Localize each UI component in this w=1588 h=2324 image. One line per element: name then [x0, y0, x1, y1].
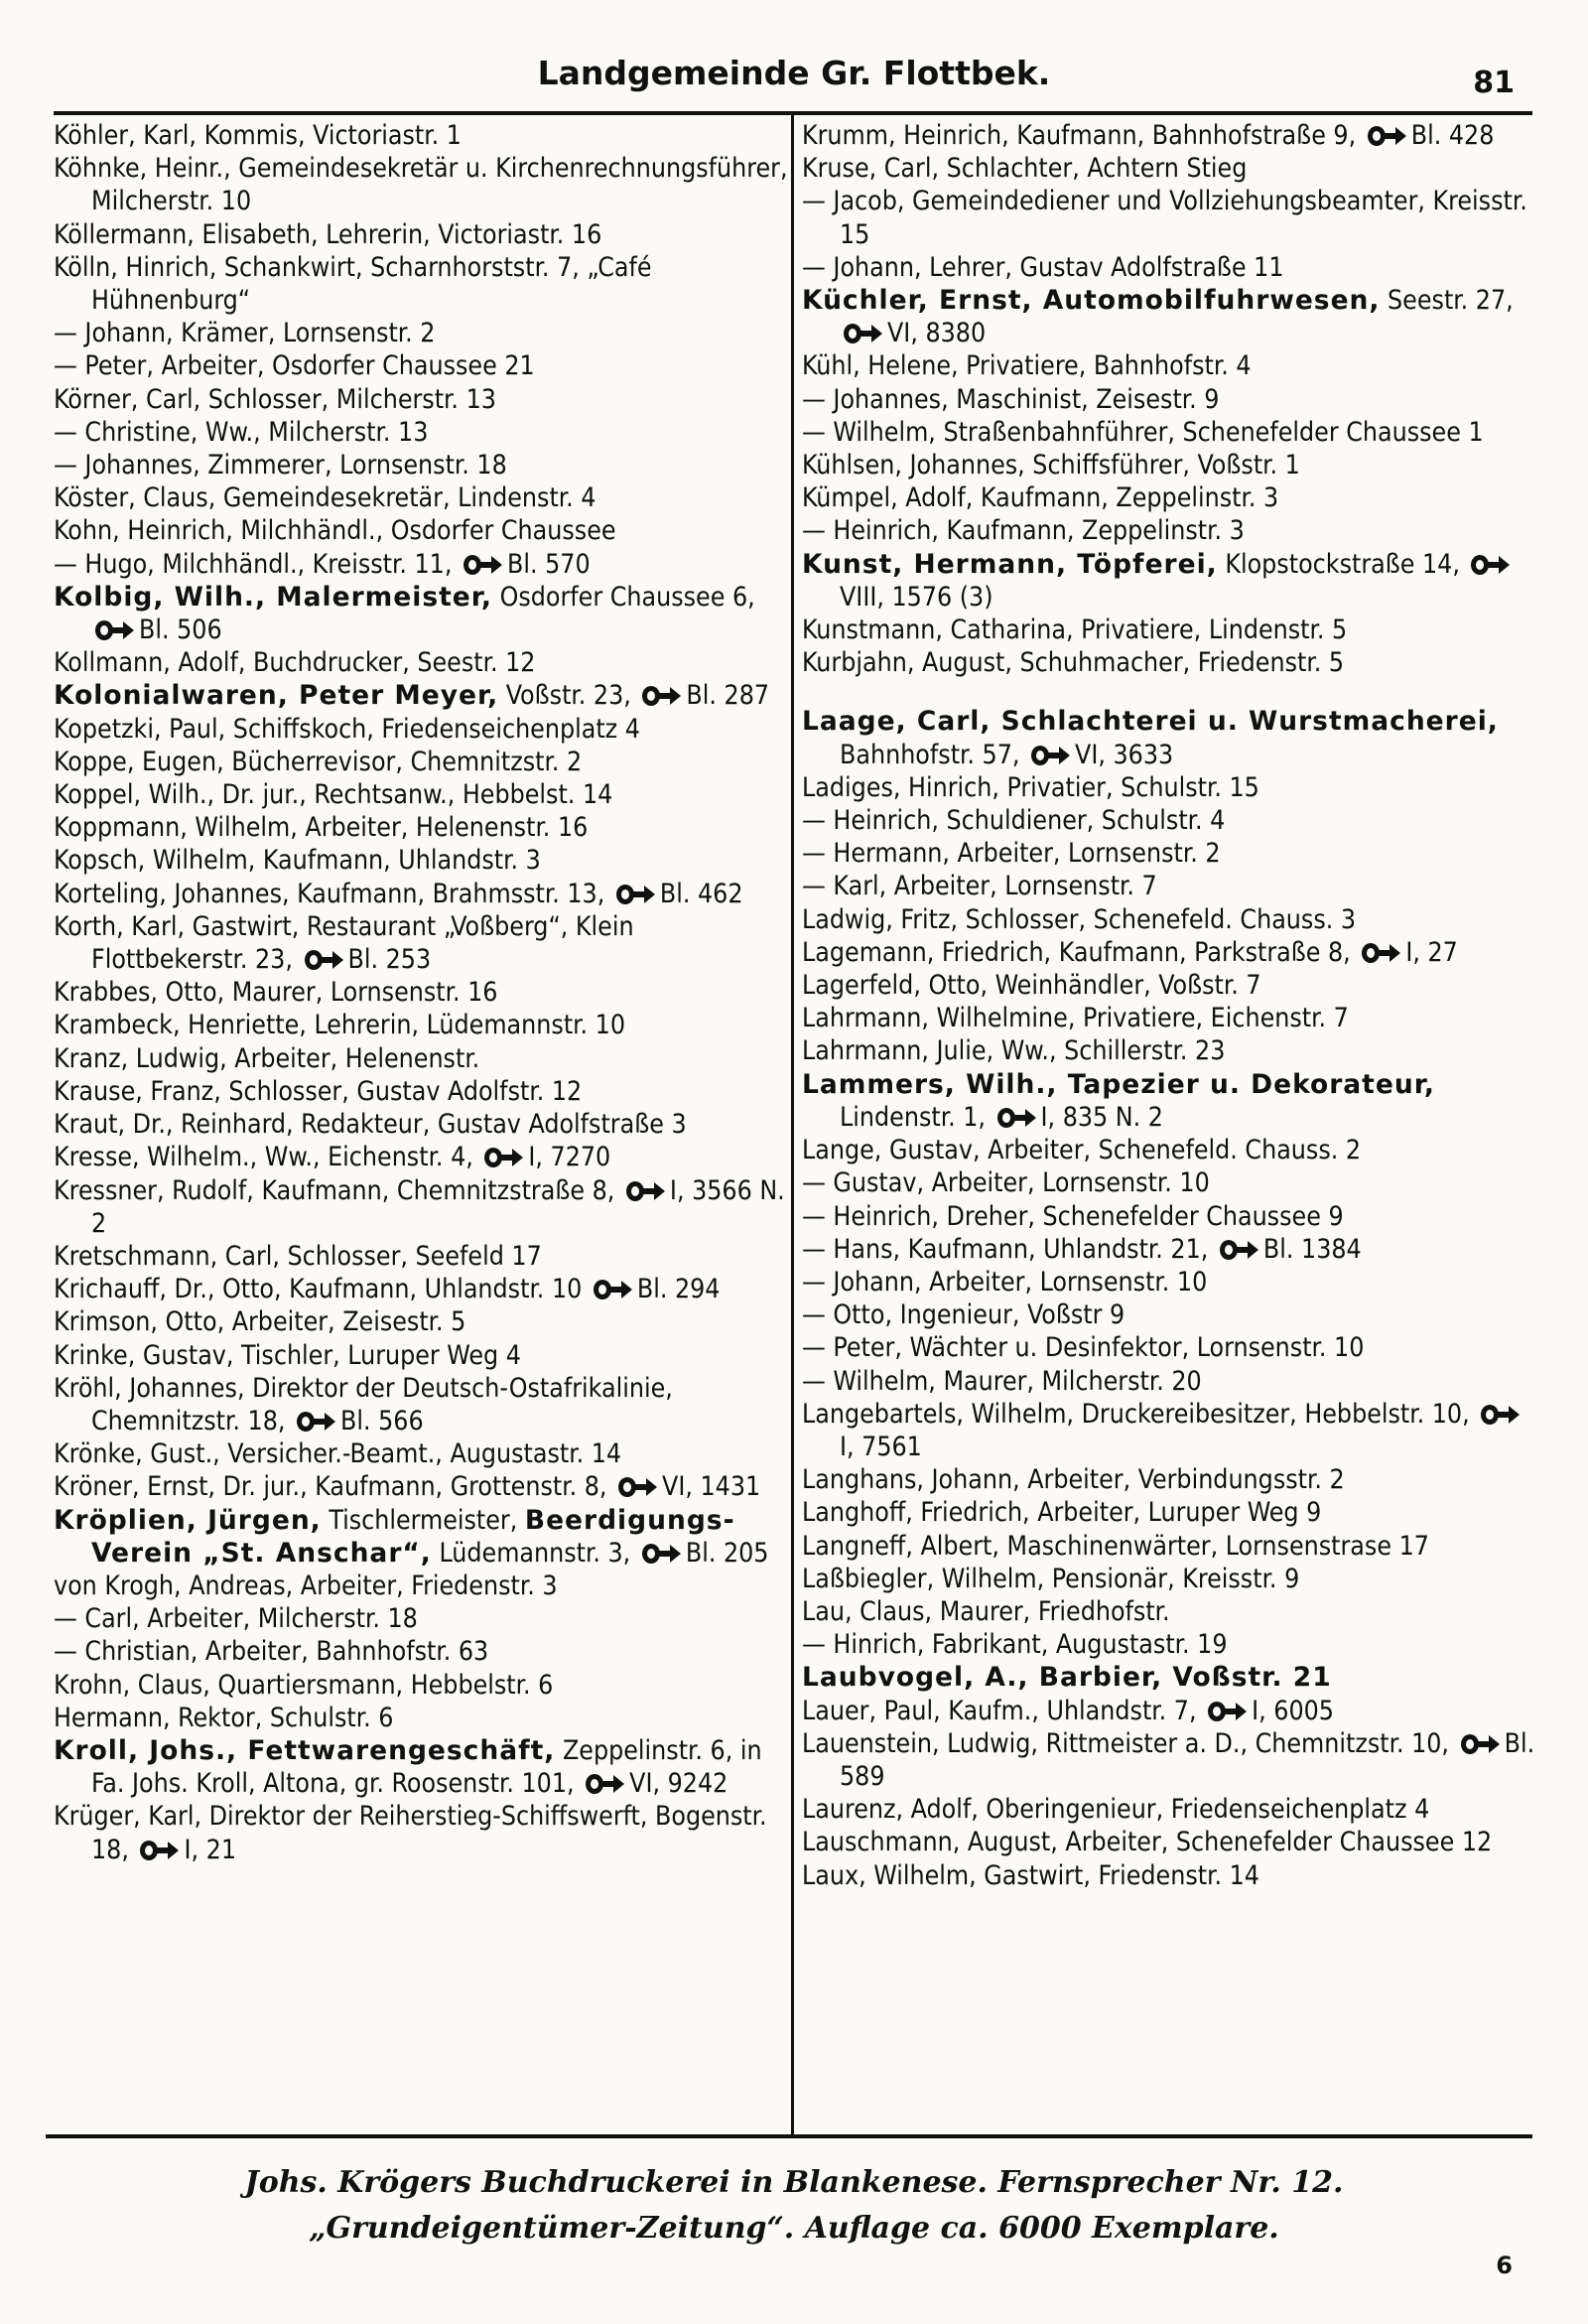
directory-entry	[54, 1372, 788, 1437]
entry-text: Laux, Wilhelm, Gastwirt, Friedenstr. 14	[802, 1859, 1259, 1891]
entry-bold-name: Lammers, Wilh., Tapezier u. Dekorateur,	[802, 1068, 1435, 1100]
directory-entry	[802, 1266, 1536, 1299]
left-column	[54, 119, 788, 1866]
entry-text: Tischlermeister,	[329, 1504, 518, 1536]
directory-entry	[802, 548, 1536, 614]
telephone-receiver-icon	[1029, 744, 1071, 767]
directory-entry	[54, 976, 788, 1009]
entry-bold-name: Kroll, Johs., Fettwarengeschäft,	[54, 1734, 556, 1766]
corner-mark: 6	[1496, 2252, 1513, 2279]
entry-text: Klopstockstraße 14,	[1225, 548, 1460, 580]
phone-number: VI, 9242	[629, 1768, 728, 1800]
phone-number: Bl. 294	[636, 1274, 721, 1305]
directory-entry	[802, 1068, 1536, 1134]
entry-text: Krinke, Gustav, Tischler, Luruper Weg 4	[54, 1339, 521, 1371]
directory-entry	[54, 1437, 788, 1470]
entry-text: Osdorfer Chaussee 6,	[499, 581, 755, 613]
entry-text: Krumm, Heinrich, Kaufmann, Bahnhofstraße 9,	[802, 120, 1357, 151]
phone-number: Bl. 428	[1410, 120, 1495, 151]
directory-entry	[54, 1800, 788, 1865]
phone-number: Bl. 566	[340, 1405, 424, 1436]
directory-entry	[802, 1826, 1536, 1858]
entry-text: Krönke, Gust., Versicher.-Beamt., Augustastr. 14	[54, 1438, 622, 1470]
phone-number: VI, 8380	[887, 318, 987, 349]
entry-text: Zeppelinstr. 6, in Fa. Johs. Kroll, Altona, gr. Roosenstr. 101,	[91, 1734, 762, 1800]
telephone-receiver-icon	[295, 1410, 336, 1434]
entry-text: — Johann, Lehrer, Gustav Adolfstraße 11	[802, 251, 1284, 283]
entry-text: — Wilhelm, Maurer, Milcherstr. 20	[802, 1365, 1202, 1397]
directory-entry	[802, 1661, 1536, 1694]
entry-text: Langhoff, Friedrich, Arbeiter, Luruper Weg 9	[802, 1497, 1322, 1529]
entry-text: Kümpel, Adolf, Kaufmann, Zeppelinstr. 3	[802, 482, 1279, 514]
phone-number: I, 7270	[528, 1142, 611, 1173]
phone-number: Bl. 287	[686, 680, 770, 712]
phone-number: Bl. 462	[659, 878, 743, 909]
entry-text: — Johannes, Zimmerer, Lornsenstr. 18	[54, 450, 507, 481]
directory-entry	[802, 119, 1536, 152]
entry-text: Lau, Claus, Maurer, Friedhofstr.	[802, 1595, 1170, 1627]
directory-entry	[802, 1331, 1536, 1364]
directory-entry	[54, 349, 788, 382]
entry-text: — Heinrich, Kaufmann, Zeppelinstr. 3	[802, 515, 1245, 547]
directory-entry	[54, 581, 788, 646]
directory-entry	[54, 1702, 788, 1734]
entry-text: Korteling, Johannes, Kaufmann, Brahmsstr. 13,	[54, 878, 605, 909]
directory-entry	[802, 416, 1536, 449]
entry-text: Kunstmann, Catharina, Privatiere, Lindenstr. 5	[802, 615, 1348, 646]
directory-entry	[54, 119, 788, 152]
directory-entry	[54, 1174, 788, 1240]
entry-text: Ladiges, Hinrich, Privatier, Schulstr. 15	[802, 771, 1259, 803]
entry-text: Köllermann, Elisabeth, Lehrerin, Victoriastr. 16	[54, 218, 602, 250]
directory-entry	[54, 1042, 788, 1075]
footer-line-1: Johs. Krögers Buchdruckerei in Blankenese. Fernsprecher Nr. 12.	[244, 2165, 1344, 2200]
directory-entry	[802, 646, 1536, 679]
entry-text: Kretschmann, Carl, Schlosser, Seefeld 17	[54, 1240, 542, 1272]
directory-entry	[802, 1002, 1536, 1034]
entry-text: Koppel, Wilh., Dr. jur., Rechtsanw., Hebbelst. 14	[54, 779, 613, 811]
entry-text: Krabbes, Otto, Maurer, Lornsenstr. 16	[54, 977, 498, 1009]
phone-number: I, 3566 N. 2	[91, 1174, 785, 1239]
entry-text: — Johann, Krämer, Lornsenstr. 2	[54, 318, 436, 349]
entry-text: — Heinrich, Dreher, Schenefelder Chaussee 9	[802, 1200, 1344, 1232]
entry-text: Kölln, Hinrich, Schankwirt, Scharnhorststr. 7, „Café Hühnenburg“	[54, 251, 652, 317]
entry-text: Koppmann, Wilhelm, Arbeiter, Helenenstr. 16	[54, 812, 589, 844]
directory-entry	[54, 1305, 788, 1338]
directory-entry	[54, 449, 788, 481]
entry-text: Langneff, Albert, Maschinenwärter, Lornsenstrase 17	[802, 1530, 1429, 1562]
telephone-receiver-icon	[1479, 1403, 1521, 1427]
phone-number: I, 7561	[840, 1431, 922, 1462]
directory-entry	[802, 1793, 1536, 1826]
directory-entry	[54, 1273, 788, 1305]
directory-entry	[802, 1695, 1536, 1727]
telephone-receiver-icon	[592, 1278, 633, 1301]
column-divider	[791, 115, 794, 2135]
entry-text: — Peter, Wächter u. Desinfektor, Lornsenstr. 10	[802, 1332, 1365, 1364]
entry-text: — Karl, Arbeiter, Lornsenstr. 7	[802, 871, 1157, 902]
entry-text: Voßstr. 23,	[505, 680, 631, 712]
page-number: 81	[1473, 66, 1515, 100]
directory-entry	[802, 1166, 1536, 1199]
directory-entry	[54, 514, 788, 547]
directory-entry	[54, 1339, 788, 1372]
directory-entry	[802, 514, 1536, 547]
entry-bold-name: Kröplien, Jürgen,	[54, 1504, 322, 1536]
entry-text: — Christian, Arbeiter, Bahnhofstr. 63	[54, 1636, 489, 1668]
telephone-receiver-icon	[614, 883, 656, 906]
phone-number: I, 27	[1405, 936, 1458, 968]
directory-entry	[54, 1141, 788, 1173]
directory-entry	[54, 713, 788, 746]
entry-text: Lindenstr. 1,	[840, 1101, 986, 1133]
directory-entry	[54, 746, 788, 778]
entry-text: Krichauff, Dr., Otto, Kaufmann, Uhlandstr. 10	[54, 1274, 583, 1305]
entry-text: Lauer, Paul, Kaufm., Uhlandstr. 7,	[802, 1695, 1197, 1726]
directory-entry	[54, 679, 788, 712]
telephone-receiver-icon	[616, 1475, 658, 1499]
entry-text: — Hugo, Milchhändl., Kreisstr. 11,	[54, 548, 453, 580]
entry-text: — Wilhelm, Straßenbahnführer, Schenefelder Chaussee 1	[802, 416, 1484, 448]
entry-text: Kraut, Dr., Reinhard, Redakteur, Gustav Adolfstraße 3	[54, 1109, 687, 1141]
telephone-receiver-icon	[1469, 553, 1511, 577]
phone-number: Bl. 1384	[1262, 1233, 1362, 1265]
directory-entry	[54, 218, 788, 251]
directory-entry	[54, 1470, 788, 1503]
entry-text: Ladwig, Fritz, Schlosser, Schenefeld. Chauss. 3	[802, 903, 1357, 935]
directory-entry	[54, 1570, 788, 1602]
directory-entry	[802, 185, 1536, 250]
entry-text: Krause, Franz, Schlosser, Gustav Adolfstr. 12	[54, 1075, 583, 1107]
entry-text: — Heinrich, Schuldiener, Schulstr. 4	[802, 805, 1226, 837]
entry-bold-name: Kolonialwaren, Peter Meyer,	[54, 680, 499, 712]
entry-text: Kruse, Carl, Schlachter, Achtern Stieg	[802, 153, 1248, 185]
directory-entry	[54, 1108, 788, 1141]
entry-text: Lagemann, Friedrich, Kaufmann, Parkstraße 8,	[802, 936, 1351, 968]
entry-text: Krambeck, Henriette, Lehrerin, Lüdemannstr. 10	[54, 1010, 625, 1041]
entry-text: — Hans, Kaufmann, Uhlandstr. 21,	[802, 1233, 1209, 1265]
telephone-receiver-icon	[584, 1772, 625, 1796]
telephone-receiver-icon	[1366, 124, 1407, 148]
directory-entry	[802, 1463, 1536, 1496]
right-column	[802, 119, 1536, 1892]
phone-number: Bl. 205	[685, 1537, 769, 1569]
directory-entry	[802, 870, 1536, 902]
phone-number: VIII, 1576 (3)	[840, 581, 993, 613]
phone-number: I, 6005	[1252, 1695, 1334, 1726]
page-header	[56, 48, 1532, 107]
directory-entry	[802, 1034, 1536, 1067]
directory-entry	[802, 383, 1536, 416]
directory-entry	[54, 910, 788, 976]
directory-entry	[54, 646, 788, 679]
entry-bold-name: Beerdigungs-Verein „St. Anschar“,	[91, 1504, 735, 1569]
telephone-receiver-icon	[842, 322, 883, 345]
directory-entry	[802, 1727, 1536, 1793]
directory-entry	[802, 284, 1536, 349]
phone-number: Bl. 253	[347, 944, 432, 976]
entry-text: — Otto, Ingenieur, Voßstr 9	[802, 1299, 1125, 1331]
entry-text: Lauschmann, August, Arbeiter, Schenefelder Chaussee 12	[802, 1827, 1493, 1858]
entry-text: Lagerfeld, Otto, Weinhändler, Voßstr. 7	[802, 970, 1261, 1002]
entry-text: — Carl, Arbeiter, Milcherstr. 18	[54, 1603, 418, 1635]
directory-entry	[54, 1009, 788, 1041]
directory-entry	[54, 1734, 788, 1800]
directory-entry	[54, 1504, 788, 1570]
entry-text: Kressner, Rudolf, Kaufmann, Chemnitzstraße 8,	[54, 1174, 615, 1206]
phone-number: Bl. 589	[840, 1727, 1535, 1792]
directory-entry	[54, 416, 788, 449]
directory-entry	[802, 1200, 1536, 1233]
entry-text: Kühlsen, Johannes, Schiffsführer, Voßstr. 1	[802, 450, 1300, 481]
entry-text: Kranz, Ludwig, Arbeiter, Helenenstr.	[54, 1042, 480, 1074]
page-title: Landgemeinde Gr. Flottbek.	[537, 54, 1051, 92]
telephone-receiver-icon	[1459, 1732, 1501, 1756]
entry-text: Köhnke, Heinr., Gemeindesekretär u. Kirchenrechnungsführer, Milcherstr. 10	[54, 153, 788, 217]
entry-text: — Johannes, Maschinist, Zeisestr. 9	[802, 383, 1220, 415]
entry-text: Krohn, Claus, Quartiersmann, Hebbelstr. 6	[54, 1669, 554, 1701]
directory-entry	[802, 1365, 1536, 1398]
entry-text: Kopetzki, Paul, Schiffskoch, Friedenseichenplatz 4	[54, 713, 640, 745]
entry-text: Koppe, Eugen, Bücherrevisor, Chemnitzstr. 2	[54, 746, 583, 777]
directory-entry	[54, 844, 788, 877]
footer-line-2: „Grundeigentümer-Zeitung“. Auflage ca. 6000 Exemplare.	[309, 2211, 1279, 2246]
entry-text: Lauenstein, Ludwig, Rittmeister a. D., Chemnitzstr. 10,	[802, 1727, 1450, 1759]
directory-entry	[802, 1398, 1536, 1463]
telephone-receiver-icon	[624, 1179, 666, 1203]
entry-text: — Jacob, Gemeindediener und Vollziehungsbeamter, Kreisstr. 15	[802, 186, 1527, 250]
entry-text: Lüdemannstr. 3,	[439, 1537, 631, 1569]
telephone-receiver-icon	[303, 948, 344, 972]
directory-entry	[802, 349, 1536, 382]
entry-text: Kurbjahn, August, Schuhmacher, Friedenstr. 5	[802, 647, 1345, 679]
entry-text: Laurenz, Adolf, Oberingenieur, Friedenseichenplatz 4	[802, 1794, 1430, 1826]
directory-entry	[802, 614, 1536, 646]
directory-entry	[802, 771, 1536, 804]
directory-entry	[54, 811, 788, 844]
entry-text: — Hermann, Arbeiter, Lornsenstr. 2	[802, 838, 1221, 870]
entry-bold-name: Kunst, Hermann, Töpferei,	[802, 548, 1218, 580]
entry-text: Kresse, Wilhelm., Ww., Eichenstr. 4,	[54, 1142, 473, 1173]
directory-entry	[802, 1299, 1536, 1331]
entry-text: Lahrmann, Julie, Ww., Schillerstr. 23	[802, 1035, 1226, 1067]
entry-bold-name: Laage, Carl, Schlachterei u. Wurstmacherei,	[802, 706, 1499, 738]
entry-text: Krimson, Otto, Arbeiter, Zeisestr. 5	[54, 1306, 466, 1338]
directory-entry	[802, 1628, 1536, 1661]
entry-bold-name: Küchler, Ernst, Automobilfuhrwesen,	[802, 285, 1381, 317]
directory-entry	[54, 152, 788, 217]
directory-entry	[802, 903, 1536, 936]
entry-text: — Johann, Arbeiter, Lornsenstr. 10	[802, 1266, 1208, 1298]
entry-text: Hermann, Rektor, Schulstr. 6	[54, 1702, 394, 1733]
entry-text: Köhler, Karl, Kommis, Victoriastr. 1	[54, 120, 462, 151]
directory-entry	[802, 969, 1536, 1002]
directory-entry	[54, 251, 788, 317]
phone-number: VI, 1431	[662, 1471, 761, 1503]
directory-entry	[802, 1563, 1536, 1595]
telephone-receiver-icon	[995, 1106, 1037, 1130]
directory-entry	[802, 449, 1536, 481]
directory-entry	[54, 1602, 788, 1635]
entry-text: — Gustav, Arbeiter, Lornsenstr. 10	[802, 1167, 1210, 1199]
telephone-receiver-icon	[482, 1146, 524, 1169]
directory-entry	[54, 1635, 788, 1668]
directory-entry	[54, 1669, 788, 1702]
entry-text: Kollmann, Adolf, Buchdrucker, Seestr. 12	[54, 647, 536, 679]
entry-text: Kröner, Ernst, Dr. jur., Kaufmann, Grottenstr. 8,	[54, 1471, 607, 1503]
entry-text: Langhans, Johann, Arbeiter, Verbindungsstr. 2	[802, 1464, 1345, 1496]
entry-text: Kröhl, Johannes, Direktor der Deutsch-Ostafrikalinie, Chemnitzstr. 18,	[54, 1372, 673, 1436]
directory-entry	[54, 778, 788, 811]
entry-text: Kohn, Heinrich, Milchhändl., Osdorfer Chaussee	[54, 515, 616, 547]
directory-entry	[802, 481, 1536, 514]
telephone-receiver-icon	[640, 684, 682, 708]
entry-text: Laßbiegler, Wilhelm, Pensionär, Kreisstr. 9	[802, 1563, 1300, 1594]
phone-number: Bl. 570	[507, 548, 591, 580]
directory-entry	[802, 1595, 1536, 1628]
entry-text: — Christine, Ww., Milcherstr. 13	[54, 416, 429, 448]
telephone-receiver-icon	[93, 618, 135, 642]
directory-entry	[54, 481, 788, 514]
directory-entry	[54, 317, 788, 349]
telephone-receiver-icon	[1206, 1700, 1248, 1723]
phone-number: Bl. 506	[139, 615, 222, 646]
phone-number: VI, 3633	[1075, 739, 1174, 770]
entry-text: Bahnhofstr. 57,	[840, 739, 1020, 770]
entry-text: Lange, Gustav, Arbeiter, Schenefeld. Chauss. 2	[802, 1135, 1362, 1166]
entry-text: Seestr. 27,	[1388, 285, 1514, 317]
entry-text: Korth, Karl, Gastwirt, Restaurant „Voßberg“, Klein Flottbekerstr. 23,	[54, 910, 634, 976]
directory-entry	[802, 804, 1536, 837]
telephone-receiver-icon	[640, 1542, 682, 1566]
phone-number: I, 21	[184, 1834, 236, 1865]
directory-entry	[54, 878, 788, 910]
directory-entry	[802, 837, 1536, 870]
directory-entry	[54, 383, 788, 416]
phone-number: I, 835 N. 2	[1040, 1101, 1163, 1133]
directory-entry	[802, 1859, 1536, 1892]
directory-entry	[802, 936, 1536, 969]
telephone-receiver-icon	[1218, 1238, 1259, 1262]
entry-text: Körner, Carl, Schlosser, Milcherstr. 13	[54, 383, 496, 415]
entry-text: Lahrmann, Wilhelmine, Privatiere, Eichenstr. 7	[802, 1003, 1349, 1034]
directory-entry	[54, 1075, 788, 1108]
telephone-receiver-icon	[462, 553, 503, 577]
directory-entry	[802, 1496, 1536, 1529]
footer-rule	[46, 2134, 1532, 2138]
telephone-receiver-icon	[1360, 941, 1401, 965]
section-gap	[802, 679, 1536, 705]
entry-text: Kühl, Helene, Privatiere, Bahnhofstr. 4	[802, 350, 1252, 382]
printer-footer	[0, 2160, 1588, 2252]
telephone-receiver-icon	[138, 1839, 180, 1862]
entry-text: Köster, Claus, Gemeindesekretär, Lindenstr. 4	[54, 482, 596, 514]
entry-text: — Hinrich, Fabrikant, Augustastr. 19	[802, 1629, 1228, 1661]
directory-entry	[802, 152, 1536, 185]
entry-bold-name: Kolbig, Wilh., Malermeister,	[54, 581, 492, 613]
entry-text: — Peter, Arbeiter, Osdorfer Chaussee 21	[54, 350, 535, 382]
entry-text: Krüger, Karl, Direktor der Reiherstieg-Schiffswerft, Bogenstr. 18,	[54, 1801, 767, 1865]
entry-bold-name: Laubvogel, A., Barbier, Voßstr. 21	[802, 1662, 1332, 1694]
entry-text: von Krogh, Andreas, Arbeiter, Friedenstr. 3	[54, 1570, 558, 1601]
directory-entry	[802, 705, 1536, 770]
entry-text: Langebartels, Wilhelm, Druckereibesitzer, Hebbelstr. 10,	[802, 1398, 1470, 1430]
directory-entry	[802, 1233, 1536, 1266]
entry-text: Kopsch, Wilhelm, Kaufmann, Uhlandstr. 3	[54, 845, 541, 877]
directory-entry	[802, 1134, 1536, 1166]
directory-entry	[54, 548, 788, 581]
directory-entry	[802, 251, 1536, 284]
directory-entry	[802, 1530, 1536, 1563]
directory-entry	[54, 1240, 788, 1273]
